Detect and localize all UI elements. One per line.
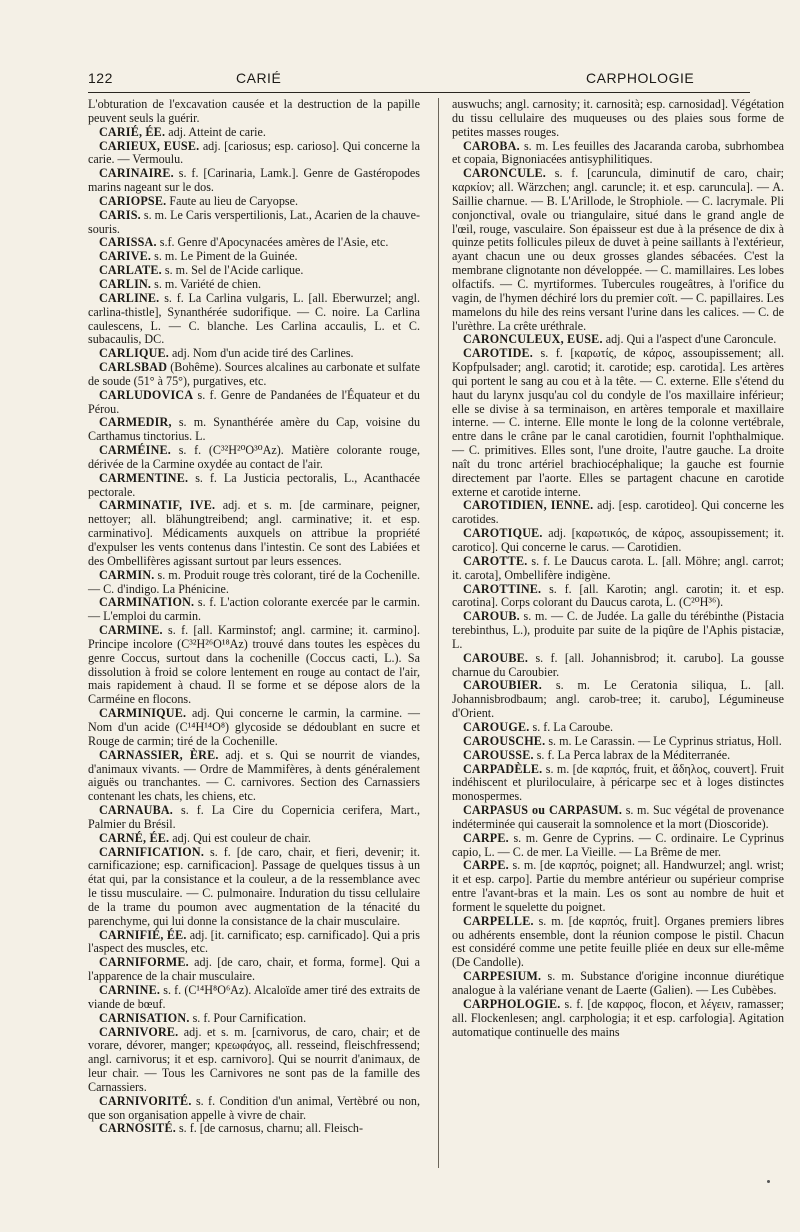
dictionary-entry [88, 596, 420, 624]
dictionary-entry [452, 167, 784, 333]
dictionary-entry [88, 707, 420, 749]
dictionary-entry [88, 140, 420, 168]
entry-definition: s. f. L'action colorante exercée par le carmin. — L'emploi du carmin. [88, 595, 420, 624]
dictionary-entry [88, 956, 420, 984]
dictionary-entry [452, 499, 784, 527]
entry-definition: s. f. [caruncula, diminutif de caro, chair; καρκίον; all. Wärzchen; angl. caruncle; it. et esp. caruncula]. — A. Saillie charnue. — B. L'Arillode, le Strophiole. — C. lacrymale. Pli conjonctival, ovale ou triangulaire, situé dans le grand angle de l'œil, rouge, vasculaire. Son épaisseur est due à la présence de dix à quinze petits follicules pileux de duvet à peine saillants à l'extérieur, ayant chacun une ou deux grosses glandes sébacées. C'est la membrane clignotante non développée. — C. mamillaires. Les lobes olfactifs. — C. myrtiformes. Tubercules rougeâtres, à l'orifice du vagin, de l'hymen déchiré lors du premier coït. — C. papillaires. Les mamelons du hile des reins versant l'urine dans les calices. — C. de l'urèthre. La crête uréthrale. [452, 166, 785, 333]
entry-definition: s. m. Le Ceratonia siliqua, L. [all. Johannisbrodbaum; angl. carob-tree; it. carubo], Légumineuse d'Orient. [452, 678, 784, 721]
entry-headword: CARNIVORE. [99, 1024, 179, 1039]
dictionary-entry [88, 1122, 420, 1136]
entry-definition: s. m. Substance d'origine inconnue diurétique analogue à la valériane venant de Laerte (Galien). — Les Cubèbes. [452, 969, 784, 997]
right-column [452, 98, 784, 1039]
entry-definition: s. m. — C. de Judée. La galle du térébinthe (Pistacia terebinthus, L.), produite par suite de la piqûre de l'Aphis pistaciæ, L. [452, 609, 784, 651]
dictionary-entry [88, 195, 420, 209]
entry-headword: CARISSA. [99, 235, 157, 250]
entry-headword: CARPHOLOGIE. [463, 996, 561, 1011]
entry-headword: CARIEUX, EUSE. [99, 138, 200, 153]
entry-definition: adj. [de caro, chair, et forma, forme]. Qui a l'apparence de la chair musculaire. [88, 955, 420, 984]
entry-definition: s. f. La Justicia pectoralis, L., Acanthacée pectorale. [88, 470, 420, 499]
entry-headword: CARNAUBA. [99, 803, 174, 818]
dictionary-entry [88, 624, 420, 707]
entry-headword: CARLSBAD [99, 360, 168, 375]
entry-definition: s. f. [de caro, chair, et fieri, devenir; it. carnificazione; esp. carnificacion]. Passage de quelques tissus à un état qui, par la consistance et la couleur, a de la ressemblance avec le tissu musculaire. — C. pulmonaire. Induration du tissu cellulaire de la trame du poumon avec augmentation de la ténacité du parenchyme, qui lui donne la consistance de la chair musculaire. [88, 844, 420, 928]
dictionary-entry [452, 735, 784, 749]
entry-definition: s. f. La Carlina vulgaris, L. [all. Eberwurzel; angl. carlina-thistle], Synanthérée sudorifique. — C. noire. La Carlina caulescens, L. — C. blanche. Les Carlina accaulis, L. et C. subacaulis, DC. [88, 290, 420, 347]
dictionary-entry [88, 832, 420, 846]
entry-headword: CARMIN. [99, 567, 155, 582]
entry-definition: adj. et s. m. [de carminare, peigner, nettoyer; all. blähungtreibend; angl. carminative; it. et esp. carminativo]. Médicaments auxquels on attribue la propriété d'expulser les vents contenus dans l'intestin. Ce sont des Labiées et des Ombellifères agissant surtout par leurs essences. [88, 498, 420, 568]
column-divider [438, 98, 439, 1168]
dictionary-entry [88, 472, 420, 500]
entry-headword: CARIVE. [99, 249, 152, 264]
dictionary-entry [88, 929, 420, 957]
dictionary-entry [452, 998, 784, 1040]
dictionary-entry [452, 679, 784, 721]
dictionary-entry [88, 846, 420, 929]
entry-headword: CAROUSCHE. [463, 733, 546, 748]
entry-definition: s. f. [de carnosus, charnu; all. Fleisch- [178, 1121, 364, 1136]
entry-definition: adj. [cariosus; esp. carioso]. Qui concerne la carie. — Vermoulu. [88, 138, 420, 167]
entry-definition: adj. Nom d'un acide tiré des Carlines. [172, 346, 354, 361]
entry-definition: s. m. [de καρπός, fruit]. Organes premiers libres ou adhérents ensemble, dont la réunion compose le pistil. Chacun est considéré comme une petite feuille pliée en deux sur elle-même (De Candolle). [452, 913, 784, 970]
entry-headword: CARMEDIR, [99, 415, 172, 430]
page-speck [767, 1180, 770, 1183]
dictionary-entry [452, 832, 784, 860]
entry-headword: CAROUBE. [463, 650, 529, 665]
entry-headword: CARIS. [99, 207, 141, 222]
dictionary-entry [452, 749, 784, 763]
dictionary-entry [88, 361, 420, 389]
entry-headword: CARPE. [463, 830, 509, 845]
entry-definition: s. m. Variété de chien. [154, 276, 262, 291]
entry-headword: CARLINE. [99, 290, 160, 305]
entry-definition: s. f. [Carinaria, Lamk.]. Genre de Gastéropodes marins nageant sur le dos. [88, 166, 420, 195]
entry-definition: s. m. Suc végétal de provenance indéterminée qui causerait la somnolence et la mort (Dioscoride). [452, 803, 785, 831]
dictionary-entry [88, 278, 420, 292]
running-header [88, 66, 750, 93]
dictionary-entry [88, 749, 420, 804]
entry-headword: CARNIFIÉ, ÉE. [99, 927, 187, 942]
entry-definition: adj. Qui concerne le carmin, la carmine. — Nom d'un acide (C¹⁴H¹⁴O⁸) glycoside se dédoublant en sucre et Rouge de carmin; tiré de la Cochenille. [88, 706, 420, 748]
entry-definition: s. f. [all. Karminstof; angl. carmine; it. carmino]. Principe incolore (C³²H²⁶O¹⁸Az) trouvé dans toutes les espèces du genre Coccus, surtout dans la cochenille (Coccus cacti, L.). Sa dissolution à froid se colore lentement en rouge au contact de l'air, mais rapidement à chaud. Il se forme et se dépose alors de la Carméine en flocons. [88, 623, 420, 707]
entry-headword: CAROTIQUE. [463, 526, 543, 541]
entry-headword: CARNÉ, ÉE. [99, 830, 170, 845]
entry-headword: CARMÉINE. [99, 443, 172, 458]
entry-headword: CARINAIRE. [99, 166, 174, 181]
entry-definition: s. m. Le Piment de la Guinée. [154, 249, 298, 264]
entry-definition: s. f. [καρωτίς, de κάρος, assoupissement; all. Kopfpulsader; angl. carotid; it. carotide; esp. carotida]. Les artères qui portent le sang au cou et à la tête. — C. externe. Elle s'étend du haut du larynx jusqu'au col du condyle de l'os maxillaire inférieur; elle se divise à sa terminaison, en artères temporale et maxillaire interne. — C. interne. Elle monte le long de la colonne vertébrale, entre dans le crâne par le canal carotidien, fournit l'ophthalmique. — C. primitives. Elles sont, l'une droite, l'autre gauche. La droite naît du tronc artériel brachiocéphalique; la gauche est fournie directement par l'aorte. Elles se partagent chacune en carotide externe et carotide interne. [452, 346, 784, 499]
entry-definition: s. f. [de καρφος, flocon, et λέγειν, ramasser; all. Flockenlesen; angl. carphologia; it et esp. carfologia]. Agitation automatique continuelle des mains [452, 996, 784, 1039]
entry-definition: s. m. Produit rouge très colorant, tiré de la Cochenille. — C. d'indigo. La Phénicine. [88, 567, 420, 596]
entry-definition: s. m. [de καρπός, poignet; all. Handwurzel; angl. wrist; it et esp. carpo]. Partie du membre antérieur ou supérieur comprise entre l'avant-bras et la main. Les os sont au nombre de huit et forment le squelette du poignet. [452, 858, 784, 914]
entry-headword: CARMINATIF, IVE. [99, 498, 216, 513]
entry-headword: CAROBA. [463, 138, 520, 153]
entry-headword: CARMINE. [99, 623, 163, 638]
dictionary-entry [88, 984, 420, 1012]
dictionary-entry [88, 416, 420, 444]
dictionary-entry [452, 915, 784, 970]
entry-headword: CARNISATION. [99, 1010, 190, 1025]
entry-headword: CARONCULE. [463, 166, 546, 181]
dictionary-entry [88, 444, 420, 472]
entry-definition: (Bohême). Sources alcalines au carbonate et sulfate de soude (51° à 75°), purgatives, etc. [88, 360, 420, 388]
entry-headword: CARMINIQUE. [99, 706, 187, 721]
dictionary-entry [452, 140, 784, 168]
left-guide-word: CARIÉ [236, 70, 282, 86]
entry-definition: s. m. Sel de l'Acide carlique. [164, 263, 304, 278]
entry-definition: s. f. La Perca labrax de la Méditerranée. [536, 747, 731, 762]
dictionary-entry [88, 250, 420, 264]
entry-headword: CARNOSITÉ. [99, 1121, 176, 1136]
entry-headword: CARMENTINE. [99, 470, 189, 485]
entry-headword: CARNINE. [99, 983, 161, 997]
entry-definition: s. m. [de καρπός, fruit, et ἄδηλος, couvert]. Fruit indéhiscent et pluriloculaire, à péricarpe sec et à loges distinctes monospermes. [452, 761, 784, 804]
entry-definition: s. m. Le Carassin. — Le Cyprinus striatus, Holl. [548, 733, 782, 748]
dictionary-entry [88, 569, 420, 597]
entry-definition: auswuchs; angl. carnosity; it. carnosità; esp. carnosidad]. Végétation du tissu cellulaire des muqueuses ou des plaies sous forme de petites masses rouges. [452, 97, 784, 139]
dictionary-entry [452, 763, 784, 805]
dictionary-entry [88, 1026, 420, 1095]
dictionary-entry [452, 555, 784, 583]
dictionary-entry [88, 126, 420, 140]
entry-headword: CAROUB. [463, 609, 520, 624]
right-guide-word: CARPHOLOGIE [586, 70, 695, 86]
dictionary-entry [452, 333, 784, 347]
dictionary-entry [452, 970, 784, 998]
entry-headword: CARIÉ, ÉE. [99, 124, 166, 139]
entry-definition: s. f. [all. Johannisbrod; it. carubo]. La gousse charnue du Caroubier. [452, 650, 784, 679]
entry-definition: adj. Qui est couleur de chair. [172, 830, 311, 845]
entry-headword: CARPELLE. [463, 913, 534, 928]
entry-definition: adj. [esp. carotideo]. Qui concerne les carotides. [452, 498, 785, 527]
entry-definition: s. m. Synanthérée amère du Cap, voisine du Carthamus tinctorius. L. [88, 415, 420, 444]
entry-headword: CARONCULEUX, EUSE. [463, 332, 603, 347]
dictionary-entry [452, 610, 784, 652]
entry-definition: s.f. Genre d'Apocynacées amères de l'Asie, etc. [159, 235, 389, 250]
entry-definition: s. f. [all. Karotin; angl. carotin; it. et esp. carotina]. Corps colorant du Daucus carota, L. (C²⁰H³⁶). [452, 581, 784, 610]
dictionary-entry [452, 859, 784, 914]
entry-definition: adj. Atteint de carie. [168, 124, 266, 139]
entry-headword: CARLUDOVICA [99, 387, 194, 402]
entry-definition: s. f. (C³²H²⁰O³⁰Az). Matière colorante rouge, dérivée de la Carmine oxydée au contact de l'air. [88, 443, 420, 471]
entry-definition: adj. et s. Qui se nourrit de viandes, d'animaux vivants. — Ordre de Mammifères, à dents généralement aiguës ou tranchantes. — C. carnivores. Section des Carnassiers contenant les chats, les chiens, etc. [88, 747, 421, 804]
entry-headword: CAROTIDIEN, IENNE. [463, 498, 594, 513]
entry-definition: s. f. (C¹⁴H⁸O⁶Az). Alcaloïde amer tiré des extraits de viande de bœuf. [88, 983, 420, 1011]
dictionary-entry [452, 583, 784, 611]
entry-definition: s. f. Le Daucus carota. L. [all. Möhre; angl. carrot; it. carota], Ombellifère indigène. [452, 553, 784, 582]
dictionary-entry [88, 98, 420, 126]
dictionary-entry [88, 389, 420, 417]
dictionary-entry [88, 167, 420, 195]
entry-definition: s. f. Pour Carnification. [192, 1010, 307, 1025]
entry-headword: CAROUGE. [463, 719, 530, 734]
left-column [88, 98, 420, 1136]
entry-headword: CARIOPSE. [99, 193, 167, 208]
entry-headword: CARLATE. [99, 263, 162, 278]
entry-headword: CARNIFICATION. [99, 844, 205, 859]
dictionary-entry [88, 804, 420, 832]
dictionary-entry [88, 209, 420, 237]
entry-headword: CARPADÈLE. [463, 761, 543, 776]
dictionary-entry [452, 652, 784, 680]
dictionary-entry [452, 98, 784, 140]
entry-headword: CAROTTINE. [463, 581, 542, 596]
entry-headword: CAROTIDE. [463, 346, 534, 361]
entry-definition: adj. [καρωτικός, de κάρος, assoupissement; it. caroticо]. Qui concerne le carus. — Carotidien. [452, 526, 784, 554]
entry-headword: CARNASSIER, ÈRE. [99, 747, 219, 762]
entry-definition: adj. Qui a l'aspect d'une Caroncule. [605, 332, 777, 347]
entry-headword: CAROUSSE. [463, 747, 534, 762]
dictionary-entry [452, 527, 784, 555]
dictionary-entry [88, 499, 420, 568]
dictionary-entry [452, 804, 784, 832]
entry-headword: CARNIVORITÉ. [99, 1093, 192, 1108]
dictionary-entry [88, 1012, 420, 1026]
entry-headword: CARLIQUE. [99, 346, 170, 361]
entry-definition: L'obturation de l'excavation causée et la destruction de la papille peuvent seuls la guérir. [88, 97, 420, 125]
entry-definition: adj. et s. m. [carnivorus, de caro, chair; et de vorare, dévorer, manger; κρεωφάγος, all. resseind, fleischfressend; angl. carnivorus; it et esp. carnivoro]. Qui se nourrit d'animaux, de leur chair. — Tous les Carnivores ne sont pas de la famille des Carnassiers. [88, 1024, 420, 1094]
entry-headword: CARLIN. [99, 276, 152, 291]
entry-definition: adj. [it. carnificato; esp. carnificado]. Qui a pris l'aspect des muscles, etc. [88, 927, 420, 956]
entry-definition: s. m. Les feuilles des Jacaranda caroba, subrhombea et copaia, Bignoniacées antisyphilitiques. [452, 138, 785, 167]
dictionary-entry [88, 1095, 420, 1123]
entry-definition: s. m. Genre de Cyprins. — C. ordinaire. Le Cyprinus capio, L. — C. de mer. La Vieille. — La Brême de mer. [452, 830, 784, 859]
entry-headword: CARNIFORME. [99, 955, 189, 970]
entry-definition: s. m. Le Caris verspertilionis, Lat., Acarien de la chauve-souris. [88, 207, 420, 236]
entry-definition: s. f. Condition d'un animal, Vertèbré ou non, que son organisation appelle à vivre de chair. [88, 1093, 421, 1122]
dictionary-entry [88, 264, 420, 278]
entry-headword: CARPESIUM. [463, 969, 542, 984]
entry-definition: s. f. Genre de Pandanées de l'Équateur et du Pérou. [88, 387, 420, 416]
dictionary-entry [88, 236, 420, 250]
page-number: 122 [88, 70, 113, 86]
entry-definition: s. f. La Cire du Copernicia cerifera, Mart., Palmier du Brésil. [88, 803, 420, 831]
entry-headword: CARMINATION. [99, 595, 195, 610]
entry-definition: s. f. La Caroube. [532, 719, 614, 734]
entry-headword: CARPE. [463, 858, 509, 873]
dictionary-entry [88, 292, 420, 347]
entry-headword: CAROTTE. [463, 553, 528, 568]
dictionary-entry [452, 347, 784, 499]
entry-headword: CAROUBIER. [463, 678, 542, 693]
entry-headword: CARPASUS ou CARPASUM. [463, 803, 623, 818]
dictionary-entry [452, 721, 784, 735]
dictionary-entry [88, 347, 420, 361]
entry-definition: Faute au lieu de Caryopse. [169, 193, 298, 208]
